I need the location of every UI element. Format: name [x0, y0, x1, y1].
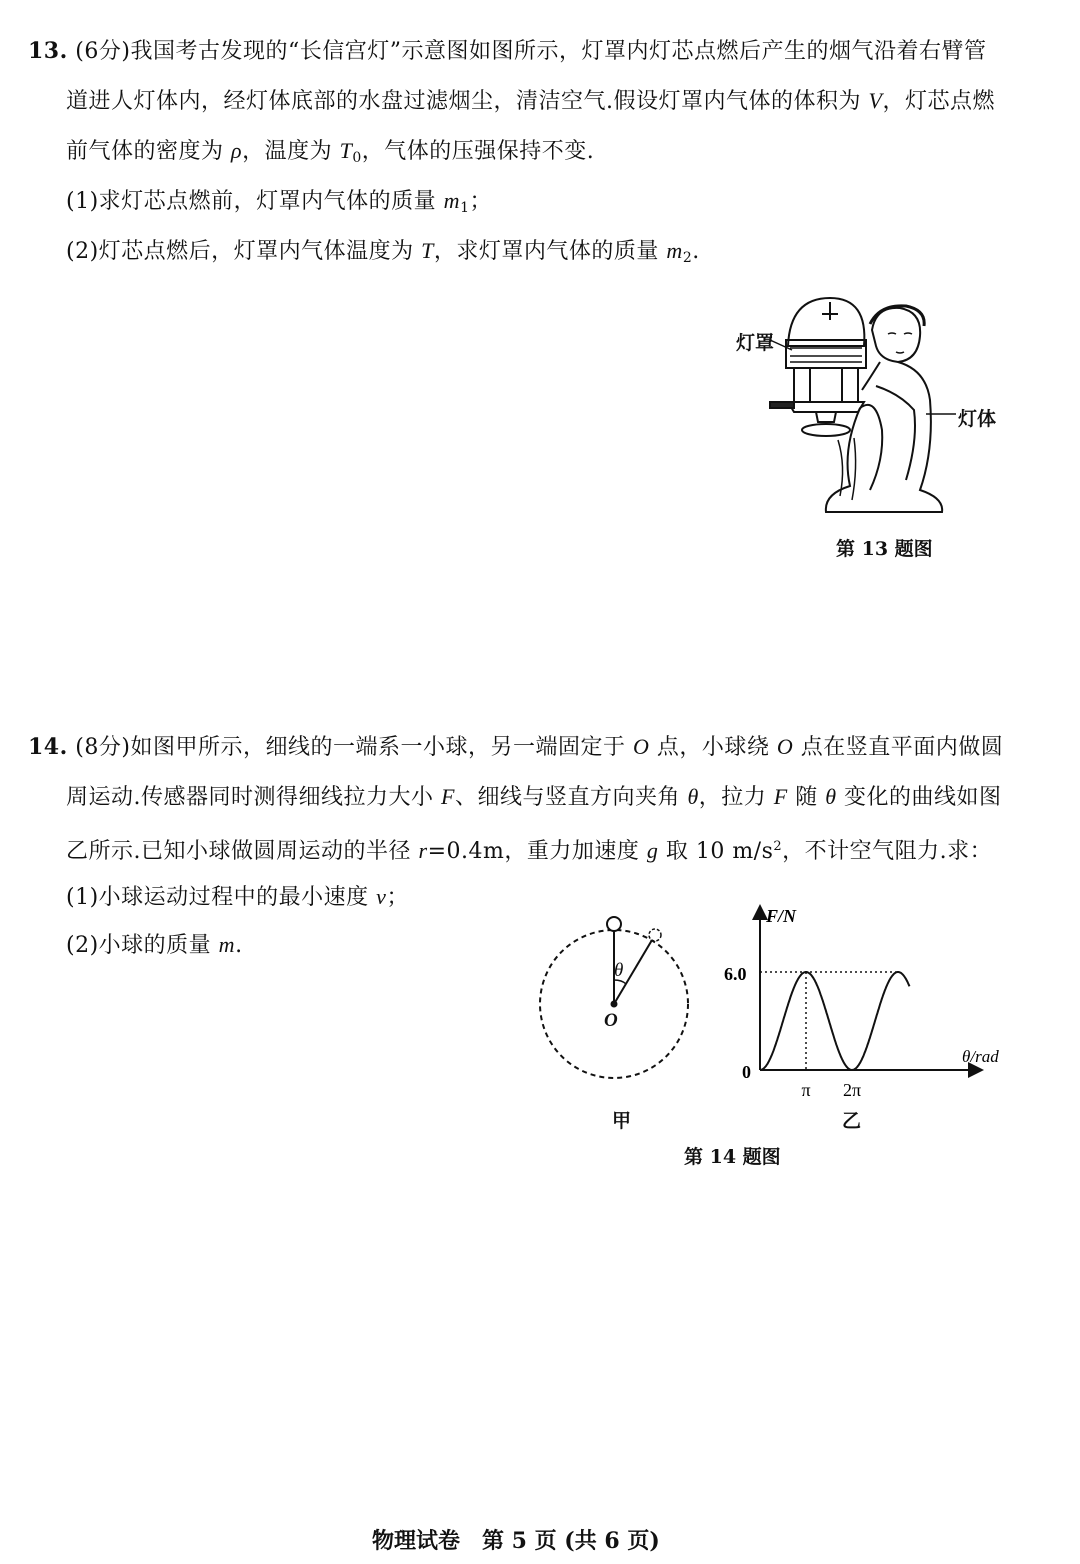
q14-yi-label: 乙 [842, 1110, 862, 1132]
q13-var-V: V [868, 88, 883, 113]
q13-var-T: T [421, 238, 434, 263]
q13-sub1-text: (1)求灯芯点燃前，灯罩内气体的质量 [66, 189, 444, 214]
q14-text-2a: 周运动.传感器同时测得细线拉力大小 [66, 785, 441, 810]
q13-var-rho: ρ [231, 138, 243, 163]
x-axis-label: θ/rad [962, 1047, 999, 1066]
page-footer: 物理试卷 第 5 页 (共 6 页) [372, 1528, 660, 1554]
q13-line-1 [28, 36, 986, 67]
q13-number: 13. [28, 38, 68, 64]
ball-top [607, 917, 621, 931]
q13-var-m1-sub: 1 [460, 200, 470, 216]
q14-text-3c: 取 10 m/s [658, 839, 774, 864]
q14-jia-theta: θ [614, 960, 624, 981]
q14-text-2d: 随 [787, 785, 826, 810]
q14-sub2-end: . [235, 933, 243, 958]
q13-var-m1: m [443, 188, 461, 213]
q13-lamp-figure [730, 290, 980, 530]
q14-var-F2: F [773, 784, 788, 809]
ball-angled [649, 929, 661, 941]
q14-fig-jia [530, 900, 700, 1090]
q13-sub-1 [66, 186, 492, 223]
q14-unit-sup: 2 [773, 839, 783, 854]
q13-var-m2-sub: 2 [682, 250, 693, 266]
q13-line-3 [66, 136, 594, 173]
q14-line-1 [28, 732, 1003, 763]
q14-sub1-text: (1)小球运动过程中的最小速度 [66, 885, 377, 910]
q14-caption: 第 14 题图 [684, 1146, 781, 1168]
q14-text-2e: 变化的曲线如图 [836, 785, 1002, 810]
q14-sub2-text: (2)小球的质量 [66, 933, 219, 958]
lamp-shade [786, 340, 866, 368]
center-point [611, 1001, 618, 1008]
q14-jia-label: 甲 [612, 1110, 632, 1132]
q13-label-shade: 灯罩 [736, 332, 775, 354]
q14-var-m: m [218, 932, 236, 957]
q14-sub-1 [66, 882, 409, 913]
lamp-handle [770, 402, 794, 408]
q14-text-2c: ，拉力 [698, 785, 774, 810]
q13-sub2-text-b: ，求灯罩内气体的质量 [433, 239, 667, 264]
lamp-dome [788, 298, 864, 346]
q14-line-3 [66, 832, 992, 867]
q14-var-O1: O [632, 734, 650, 759]
x-tick-2pi: 2π [842, 1080, 862, 1100]
q13-text-1: (6分)我国考古发现的“长信宫灯”示意图如图所示，灯罩内灯芯点燃后产生的烟气沿着右臂管 [75, 39, 987, 64]
q14-var-r: r [418, 838, 428, 863]
q14-var-v: v [376, 884, 387, 909]
q13-sub-2 [66, 236, 700, 273]
q14-text-1c: 点在竖直平面内做圆 [793, 735, 1004, 760]
series-F-curve [760, 972, 910, 1070]
q13-text-2-tail: ，灯芯点燃 [882, 89, 995, 114]
q14-var-theta2: θ [825, 784, 837, 809]
q14-text-3b: =0.4m，重力加速度 [427, 839, 647, 864]
q13-sub1-end: ； [469, 189, 492, 214]
figure-body [826, 362, 942, 512]
y-axis-label: F/N [766, 906, 797, 926]
q14-var-g: g [646, 838, 659, 863]
q14-text-3a: 乙所示.已知小球做圆周运动的半径 [66, 839, 419, 864]
q13-var-m2: m [666, 238, 683, 263]
q13-text-2: 道进人灯体内，经灯体底部的水盘过滤烟尘，清洁空气.假设灯罩内气体的体积为 [66, 89, 869, 114]
figure-head [872, 308, 920, 362]
q13-var-T0: T [339, 138, 353, 163]
q14-sub-2 [66, 930, 243, 961]
q13-var-T0-sub: 0 [352, 150, 362, 166]
q13-text-3a: 前气体的密度为 [66, 139, 231, 164]
q14-number: 14. [28, 734, 68, 760]
q13-sub2-end: . [692, 239, 700, 264]
q14-text-3d: ，不计空气阻力.求： [782, 839, 993, 864]
q14-line-2 [66, 782, 1002, 813]
q14-chart [700, 900, 1020, 1100]
y-tick-6: 6.0 [724, 964, 747, 984]
q13-sub2-text: (2)灯芯点燃后，灯罩内气体温度为 [66, 239, 422, 264]
q13-label-body: 灯体 [958, 408, 997, 430]
q13-line-2 [66, 86, 995, 117]
q14-var-F: F [441, 784, 455, 809]
x-tick-pi: π [801, 1080, 811, 1100]
y-tick-0: 0 [742, 1062, 751, 1082]
q14-sub1-end: ； [386, 885, 409, 910]
q14-jia-O: O [604, 1010, 618, 1031]
q14-text-1b: 点，小球绕 [649, 735, 777, 760]
q14-text-2b: 、细线与竖直方向夹角 [454, 785, 688, 810]
q14-var-theta: θ [687, 784, 699, 809]
q13-text-3c: ，气体的压强保持不变. [361, 139, 595, 164]
q14-text-1a: (8分)如图甲所示，细线的一端系一小球，另一端固定于 [75, 735, 633, 760]
q14-var-O2: O [776, 734, 794, 759]
q13-text-3b: ，温度为 [242, 139, 340, 164]
q13-caption: 第 13 题图 [836, 538, 933, 560]
